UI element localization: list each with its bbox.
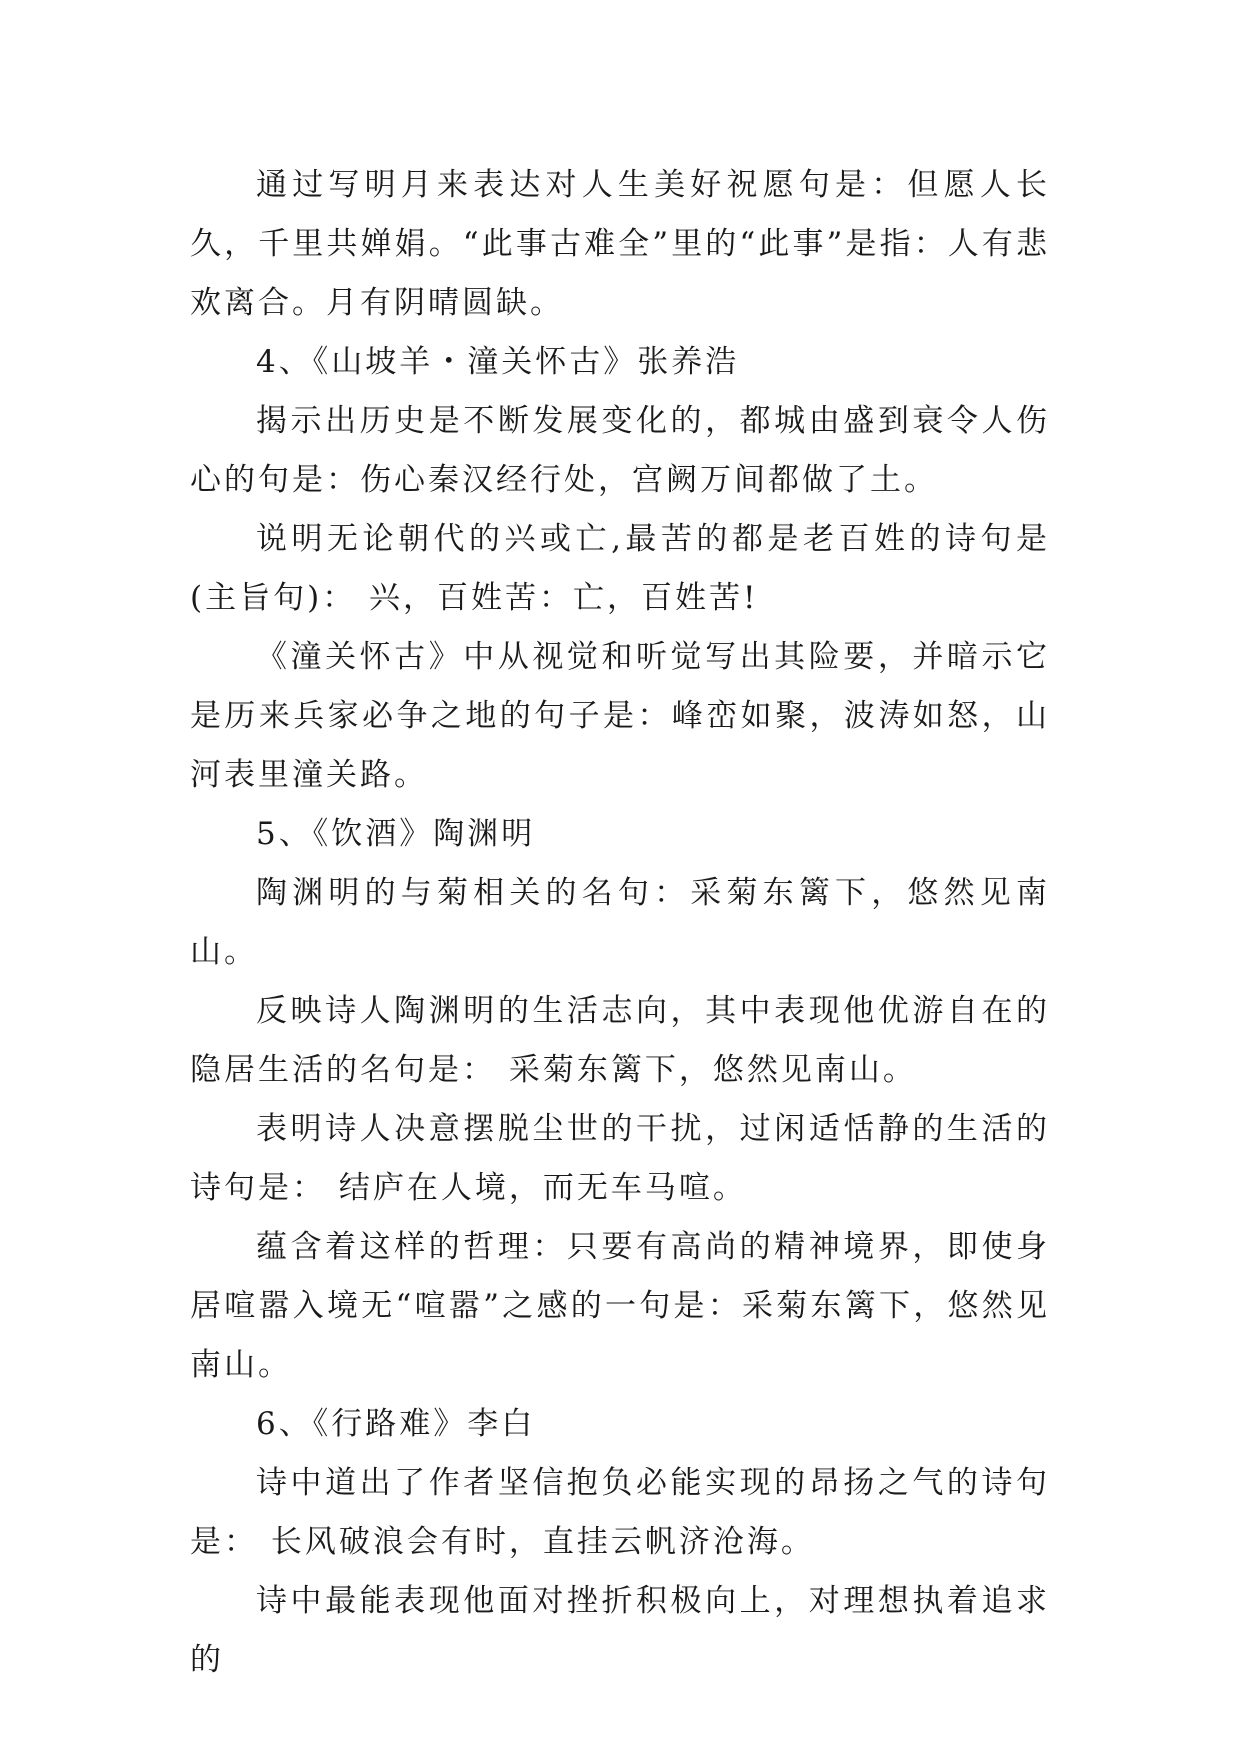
paragraph-chrysanthemum: 陶渊明的与菊相关的名句：采菊东篱下，悠然见南山。 xyxy=(190,875,1050,970)
paragraph-history-change: 揭示出历史是不断发展变化的，都城由盛到衰令人伤心的句是：伤心秦汉经行处，宫阙万间都做了土。 xyxy=(190,403,1050,498)
paragraph-perseverance: 诗中最能表现他面对挫折积极向上，对理想执着追求的 xyxy=(190,1583,1050,1678)
paragraph-moon-wish: 通过写明月来表达对人生美好祝愿句是：但愿人长久，千里共婵娟。“此事古难全”里的“此事”是指：人有悲欢离合。月有阴晴圆缺。 xyxy=(190,167,1050,321)
section-heading-xingnan: 6、《行路难》李白 xyxy=(256,1406,536,1442)
paragraph-quiet-life: 表明诗人决意摆脱尘世的干扰，过闲适恬静的生活的诗句是： 结庐在人境，而无车马喧。 xyxy=(190,1111,1050,1206)
paragraph-tongguan-strategic: 《潼关怀古》中从视觉和听觉写出其险要，并暗示它是历来兵家必争之地的句子是：峰峦如聚，波涛如怒，山河表里潼关路。 xyxy=(190,639,1050,793)
paragraph-common-people: 说明无论朝代的兴或亡,最苦的都是老百姓的诗句是(主旨句)： 兴，百姓苦：亡，百姓苦! xyxy=(190,521,1050,616)
section-heading-shanpoyang: 4、《山坡羊・潼关怀古》张养浩 xyxy=(256,344,740,380)
paragraph-philosophy: 蕴含着这样的哲理：只要有高尚的精神境界，即使身居喧嚣入境无“喧嚣”之感的一句是：采菊东篱下，悠然见南山。 xyxy=(190,1229,1050,1383)
section-heading-yinjiu: 5、《饮酒》陶渊明 xyxy=(256,816,536,852)
document-body xyxy=(190,156,1050,1690)
paragraph-ambition: 诗中道出了作者坚信抱负必能实现的昂扬之气的诗句是： 长风破浪会有时，直挂云帆济沧海。 xyxy=(190,1465,1050,1560)
paragraph-reclusive-life: 反映诗人陶渊明的生活志向，其中表现他优游自在的隐居生活的名句是： 采菊东篱下，悠然见南山。 xyxy=(190,993,1050,1088)
